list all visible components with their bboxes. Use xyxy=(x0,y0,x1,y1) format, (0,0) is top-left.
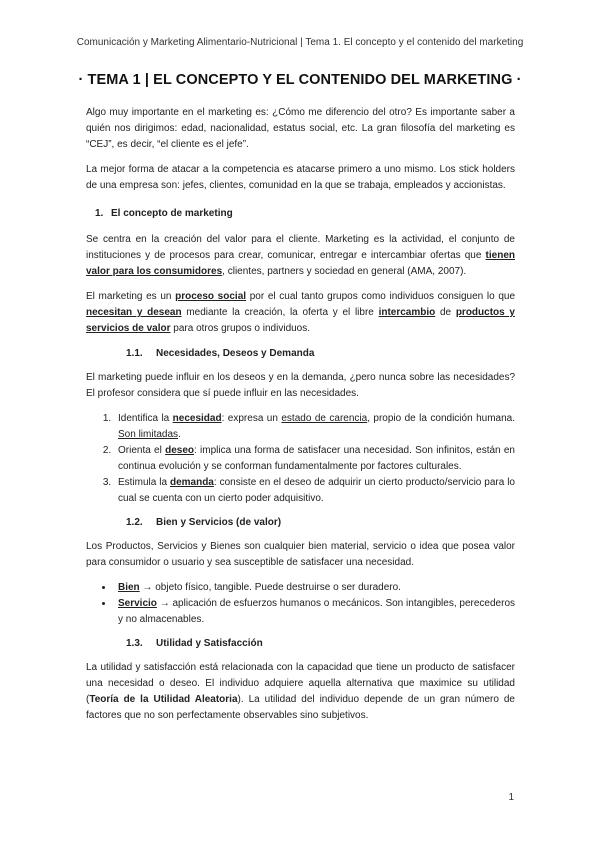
text-run: Se centra en la creación del valor para el cliente. Marketing es la actividad, el conjunto de instituciones y de procesos para crear, comunicar, entregar e intercambiar ofertas que xyxy=(86,234,515,261)
subsection-1-3-paragraph xyxy=(86,660,515,724)
text-run: , clientes, partners y sociedad en general (AMA, 2007). xyxy=(222,266,467,277)
text-run: de xyxy=(435,307,456,318)
page-title: · TEMA 1 | EL CONCEPTO Y EL CONTENIDO DEL MARKETING · xyxy=(78,72,522,88)
emphasis-text: tienen valor para los consumidores xyxy=(86,250,515,277)
subsection-1-1-heading xyxy=(86,346,515,362)
page-number: 1 xyxy=(508,792,514,803)
section-1-heading xyxy=(86,206,515,222)
list-item xyxy=(114,411,515,443)
text-run: El marketing es un xyxy=(86,291,176,302)
section-1-title: El concepto de marketing xyxy=(111,208,233,219)
section-1-number: 1. xyxy=(95,208,104,219)
list-item xyxy=(114,596,515,628)
text-run: → objeto físico, tangible. Puede destruirse o ser duradero. xyxy=(139,582,401,593)
underlined-text: Son limitadas xyxy=(118,429,179,440)
underlined-text: estado de carencia xyxy=(281,413,368,424)
section-1-paragraph-2 xyxy=(86,289,515,337)
text-run: → aplicación de esfuerzos humanos o mecánicos. Son intangibles, perecederos y no almacenables. xyxy=(118,598,515,625)
document-body xyxy=(86,105,515,733)
text-run: : expresa un xyxy=(221,413,282,424)
text-run: ). La utilidad del individuo depende de un gran número de factores que no son perfectamente observables sino subjetivos. xyxy=(86,694,515,721)
emphasis-text: Teoría de la Utilidad Aleatoria xyxy=(89,694,238,705)
text-run: para otros grupos o individuos. xyxy=(170,323,311,334)
text-run: por el cual tanto grupos como individuos consiguen lo que xyxy=(246,291,516,302)
subsection-1-2-paragraph: Los Productos, Servicios y Bienes son cualquier bien material, servicio o idea que posea valor para consumidor o usuario y sea susceptible de satisfacer una necesidad. xyxy=(86,541,515,568)
subsection-1-1-number: 1.1. xyxy=(126,348,143,359)
running-header: Comunicación y Marketing Alimentario-Nutricional | Tema 1. El concepto y el contenido del marketing xyxy=(76,37,524,48)
subsection-1-1-title: Necesidades, Deseos y Demanda xyxy=(156,348,315,359)
emphasis-text: deseo xyxy=(165,445,194,456)
subsection-1-3-title: Utilidad y Satisfacción xyxy=(156,638,263,649)
text-run: : consiste en el deseo de adquirir un cierto producto/servicio para lo cual se cuenta con un cierto poder adquisitivo. xyxy=(118,477,515,504)
subsection-1-1-paragraph: El marketing puede influir en los deseos y en la demanda, ¿pero nunca sobre las necesidades? El profesor considera que sí puede influir en las necesidades. xyxy=(86,372,515,399)
intro-paragraph-2: La mejor forma de atacar a la competencia es atacarse primero a uno mismo. Los stick holders de una empresa son: jefes, clientes, comunidad en la que se trabaja, empleados y accionistas. xyxy=(86,164,515,191)
section-1-paragraph-1 xyxy=(86,232,515,280)
emphasis-text: productos y servicios de valor xyxy=(86,307,515,334)
needs-list xyxy=(86,411,515,507)
list-item xyxy=(114,443,515,475)
emphasis-text: proceso social xyxy=(175,291,247,302)
emphasis-text: demanda xyxy=(169,477,214,488)
goods-services-list xyxy=(86,580,515,628)
subsection-1-2-title: Bien y Servicios (de valor) xyxy=(156,517,282,528)
subsection-1-2-heading xyxy=(86,515,515,531)
emphasis-text: necesidad xyxy=(172,413,222,424)
emphasis-text: intercambio xyxy=(378,307,436,318)
text-run: Identifica la xyxy=(118,413,173,424)
intro-paragraph-1: Algo muy importante en el marketing es: ¿Cómo me diferencio del otro? Es importante saber a quién nos dirigimos: edad, nacionalidad, estatus social, etc. La gran filosofía del marketing es “CEJ”, es decir, “el cliente es el jefe”. xyxy=(86,107,515,150)
subsection-1-3-heading xyxy=(86,636,515,652)
list-item xyxy=(114,475,515,507)
text-run: : implica una forma de satisfacer una necesidad. Son infinitos, están en continua evolución y se conforman fundamentalmente por factores culturales. xyxy=(118,445,515,472)
text-run: La utilidad y satisfacción está relacionada con la capacidad que tiene un producto de satisfacer una necesidad o deseo. El individuo adquiere aquella alternativa que maximice su utilidad ( xyxy=(86,662,515,705)
text-run: . xyxy=(178,429,181,440)
subsection-1-3-number: 1.3. xyxy=(126,638,143,649)
subsection-1-2-number: 1.2. xyxy=(126,517,143,528)
list-item xyxy=(114,580,515,596)
emphasis-text: Servicio xyxy=(118,598,157,609)
text-run: mediante la creación, la oferta y el libre xyxy=(181,307,379,318)
emphasis-text: Bien xyxy=(118,582,140,593)
text-run: , propio de la condición humana. xyxy=(367,413,515,424)
text-run: Estimula la xyxy=(118,477,170,488)
text-run: Orienta el xyxy=(118,445,166,456)
emphasis-text: necesitan y desean xyxy=(86,307,182,318)
